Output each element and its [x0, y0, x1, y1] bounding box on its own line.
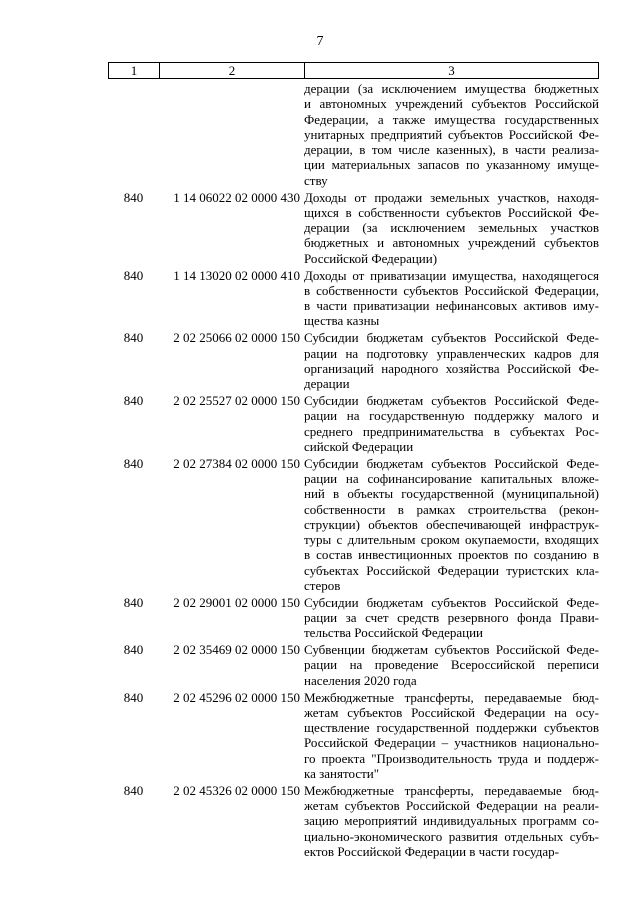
description-line: организаций народного хозяйства Российской Фе- [304, 360, 599, 376]
description-line: рации на проведение Всероссийской переписи [304, 657, 599, 673]
table-row [108, 330, 599, 391]
admin-code-cell: 840 [123, 330, 144, 346]
description-line: унитарных предприятий субъектов Российской Фе- [304, 126, 599, 142]
table-row [108, 81, 599, 188]
budget-code-cell: 2 02 25066 02 0000 150 [173, 330, 300, 346]
admin-code-cell: 840 [123, 189, 144, 205]
admin-code-cell [108, 81, 159, 188]
budget-code-cell: 2 02 25527 02 0000 150 [173, 392, 300, 408]
description-line: струкции) объектов обеспечивающей инфраструк- [304, 516, 599, 532]
table-row [108, 595, 599, 641]
description-line: Субсидии бюджетам субъектов Российской Феде- [304, 455, 599, 471]
description-line: туры с длительным сроком окупаемости, входящих [304, 532, 599, 548]
description-line: субъектах Российской Федерации туристских кла- [304, 562, 599, 578]
description-line: го проекта "Производительность труда и поддерж- [304, 750, 599, 766]
description-line: Российской Федерации) [304, 250, 438, 266]
description-line: щества казны [304, 313, 380, 329]
budget-code-cell: 2 02 35469 02 0000 150 [173, 642, 300, 658]
budget-code-cell: 2 02 45296 02 0000 150 [173, 689, 300, 705]
description-line: тельства Российской Федерации [304, 625, 484, 641]
admin-code-cell: 840 [123, 455, 144, 471]
table-header [108, 62, 599, 79]
description-cell [304, 595, 599, 641]
description-line: Межбюджетные трансферты, передаваемые бюд- [304, 782, 599, 798]
description-line: ству [304, 172, 328, 188]
admin-code-cell: 840 [123, 782, 144, 798]
description-line: дерации (за исключением земельных участков [304, 220, 599, 236]
description-line: в собственности субъектов Российской Федерации, [304, 282, 599, 298]
description-line: ний в объекты государственной (муниципальной) [304, 486, 599, 502]
description-line: Субвенции бюджетам субъектов Российской Феде- [304, 642, 599, 658]
description-line: Российской Федерации – участников национально- [304, 735, 599, 751]
description-line: щихся в собственности субъектов Российской Фе- [304, 204, 599, 220]
admin-code-cell: 840 [123, 267, 144, 283]
column-header-2: 2 [160, 63, 305, 78]
description-line: Доходы от приватизации имущества, находящегося [304, 267, 599, 283]
description-cell [304, 690, 599, 782]
description-line: Межбюджетные трансферты, передаваемые бюд- [304, 689, 599, 705]
description-line: жетам субъектов Российской Федерации на осу- [304, 704, 599, 720]
budget-code-cell: 2 02 45326 02 0000 150 [173, 782, 300, 798]
admin-code-cell: 840 [123, 594, 144, 610]
description-line: в состав инвестиционных проектов по созданию в [304, 547, 599, 563]
description-line: ции материальных запасов по указанному имуще- [304, 157, 599, 173]
description-line: и автономных учреждений субъектов Российской [304, 96, 599, 112]
budget-code-cell: 2 02 29001 02 0000 150 [173, 594, 300, 610]
description-line: циально-экономического развития отдельных субъ- [304, 828, 599, 844]
description-line: Субсидии бюджетам субъектов Российской Феде- [304, 330, 599, 346]
description-cell [304, 268, 599, 329]
description-line: Субсидии бюджетам субъектов Российской Феде- [304, 392, 599, 408]
table-row [108, 268, 599, 329]
description-line: в части приватизации нефинансовых активов иму- [304, 298, 599, 314]
description-cell [304, 81, 599, 188]
budget-code-cell: 1 14 13020 02 0000 410 [173, 267, 300, 283]
description-line: ектов Российской Федерации в части государ- [304, 844, 559, 860]
table-row [108, 690, 599, 782]
description-line: рации за счет средств резервного фонда Прави- [304, 610, 599, 626]
admin-code-cell: 840 [123, 392, 144, 408]
table-row [108, 393, 599, 454]
description-line: Субсидии бюджетам субъектов Российской Феде- [304, 594, 599, 610]
description-line: зацию мероприятий индивидуальных программ со- [304, 813, 599, 829]
description-cell [304, 393, 599, 454]
description-line: сийской Федерации [304, 438, 414, 454]
description-line: Доходы от продажи земельных участков, находя- [304, 189, 599, 205]
table-row [108, 783, 599, 859]
description-line: рации на софинансирование капитальных вложе- [304, 470, 599, 486]
budget-code-cell [159, 81, 304, 188]
table-row [108, 642, 599, 688]
table-row [108, 456, 599, 594]
description-line: дерации, в том числе казенных), в части реализа- [304, 142, 599, 158]
description-line: рации на подготовку управленческих кадров для [304, 345, 599, 361]
description-line: стеров [304, 578, 341, 593]
table-row [108, 190, 599, 266]
description-line: рации на государственную поддержку малого и [304, 408, 599, 424]
budget-code-cell: 2 02 27384 02 0000 150 [173, 455, 300, 471]
description-line: дерации [304, 376, 350, 392]
table-body [108, 81, 599, 861]
description-line: Федерации, а также имущества государственных [304, 111, 599, 127]
description-cell [304, 642, 599, 688]
description-line: ка занятости" [304, 766, 380, 782]
description-line: среднего предпринимательства в субъектах Рос- [304, 423, 599, 439]
admin-code-cell: 840 [123, 642, 144, 658]
budget-code-cell: 1 14 06022 02 0000 430 [173, 189, 300, 205]
description-cell [304, 456, 599, 594]
admin-code-cell: 840 [123, 689, 144, 705]
description-line: ществление государственной поддержки субъектов [304, 720, 599, 736]
description-line: дерации (за исключением имущества бюджетных [304, 81, 599, 96]
description-line: жетам субъектов Российской Федерации на реали- [304, 798, 599, 814]
column-header-1: 1 [109, 63, 160, 78]
description-line: населения 2020 года [304, 672, 417, 688]
page-number: 7 [316, 34, 324, 49]
column-header-3: 3 [448, 63, 455, 78]
description-cell [304, 190, 599, 266]
description-line: бюджетных и автономных учреждений субъектов [304, 235, 599, 251]
description-cell [304, 330, 599, 391]
description-line: собственности в рамках строительства (рекон- [304, 501, 599, 517]
description-cell [304, 783, 599, 859]
